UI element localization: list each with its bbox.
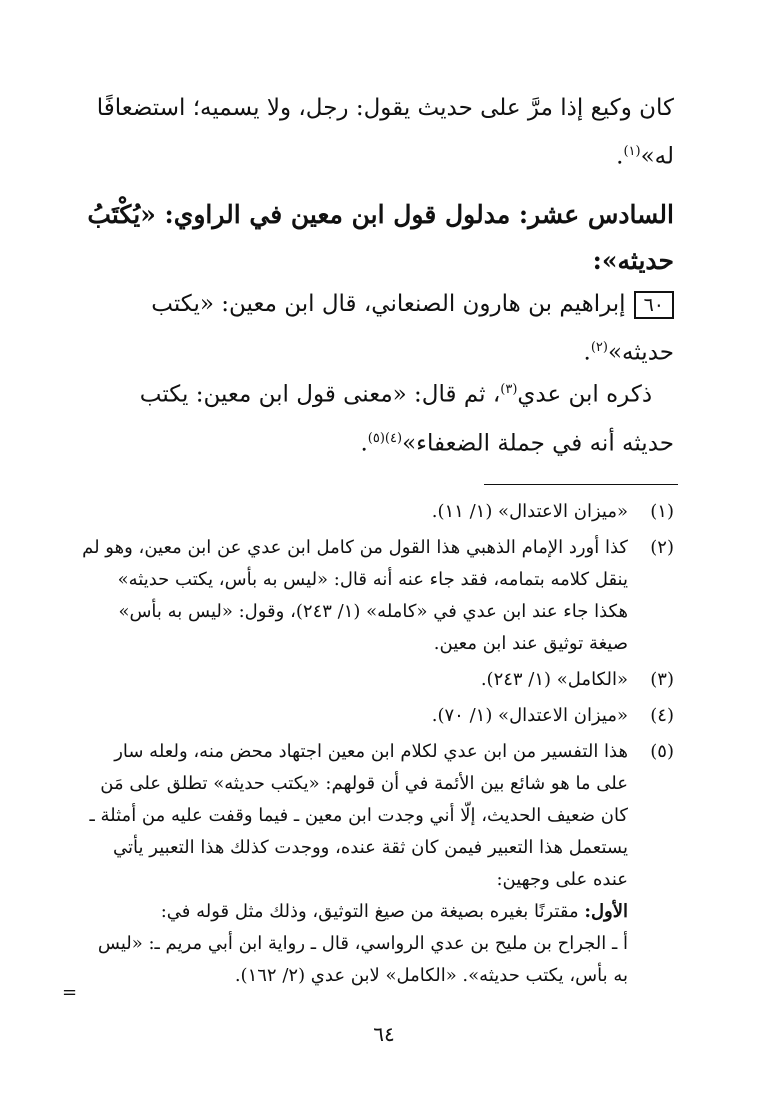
footnote-number: (٤) (650, 705, 674, 726)
commentary-paragraph: ذكره ابن عدي$^{(٣)}$، ثم قال: «معنى قول ابن معين: يكتب حديثه أنه في جملة الضعفاء»$^{(٤)(٥)}$. (139, 381, 674, 457)
footnote-divider (484, 484, 678, 485)
intro-text: كان وكيع إذا مرَّ على حديث يقول: رجل، ولا يسميه؛ استضعافًا له» (96, 95, 674, 170)
footnote-number: (٣) (650, 669, 674, 690)
footnote-text: «الكامل» (١/ ٢٤٣). (480, 669, 628, 690)
footnote-5-body: هذا التفسير من ابن عدي لكلام ابن معين اجتهاد محض منه، ولعله سار على ما هو شائع بين الأئمة في أن قولهم: «يكتب حديثه» تطلق على مَن كان ضعيف الحديث، إلّا أني وجدت ابن معين ـ فيما وقفت عليه من أمثلة ـ يستعمل هذا التعبير فيمن كان ثقة عنده، ووجدت كذلك هذا التعبير يأتي عنده على وجهين: (89, 741, 628, 890)
footnote-ref-1[interactable]: (١) (623, 144, 641, 159)
footnote-text: «ميزان الاعتدال» (١/ ١١). (431, 501, 628, 522)
commentary-text-b: ، ثم قال: «معنى قول ابن معين: يكتب حديثه أنه في جملة الضعفاء» (139, 381, 674, 457)
footnote-4 (82, 700, 674, 732)
page-number: ٦٤ (373, 1022, 395, 1046)
footnote-number: (٢) (650, 537, 674, 558)
footnote-number: (٥) (650, 741, 674, 762)
section-heading: السادس عشر: مدلول قول ابن معين في الراوي: «يُكْتَبُ حديثه»: (87, 200, 674, 275)
footnote-2 (82, 532, 674, 660)
footnote-1 (82, 496, 674, 528)
footnote-number: (١) (650, 501, 674, 522)
footnote-5-first-text: مقترنًا بغيره بصيغة من صيغ التوثيق، وذلك مثل قوله في: (160, 901, 585, 922)
commentary-text-a: ذكره ابن عدي (517, 381, 653, 408)
footnote-ref-3[interactable]: (٣) (500, 382, 518, 397)
footnote-5-example: أ ـ الجراح بن مليح بن عدي الرواسي، قال ـ رواية ابن أبي مريم ـ: «ليس به بأس، يكتب حديثه». «الكامل» لابن عدي (٢/ ١٦٢). (97, 933, 628, 986)
entry-text: إبراهيم بن هارون الصنعاني، قال ابن معين: «يكتب حديثه» (151, 291, 674, 366)
footnote-5 (82, 736, 674, 992)
footnote-3 (82, 664, 674, 696)
continuation-mark: = (62, 982, 78, 1003)
footnote-text: كذا أورد الإمام الذهبي هذا القول من كامل ابن عدي عن ابن معين، وهو لم ينقل كلامه بتمامه، فقد جاء عنه أنه قال: «ليس به بأس، يكتب حديثه» هكذا جاء عند ابن عدي في «كامله» (١/ ٢٤٣)، وقول: «ليس به بأس» صيغة توثيق عند ابن معين. (82, 537, 628, 654)
footnote-text: «ميزان الاعتدال» (١/ ٧٠). (431, 705, 628, 726)
entry-number-box: ٦٠ (634, 291, 674, 319)
footnote-ref-4-5[interactable]: (٤)(٥) (367, 430, 403, 446)
footnote-5-first-label: الأول: (584, 901, 628, 922)
entry-paragraph: ٦٠إبراهيم بن هارون الصنعاني، قال ابن معين: «يكتب حديثه»$^{(٢)}$. (151, 291, 674, 366)
intro-paragraph: كان وكيع إذا مرَّ على حديث يقول: رجل، ولا يسميه؛ استضعافًا له»$^{(١)}$. (96, 95, 674, 170)
footnote-ref-2[interactable]: (٢) (590, 340, 608, 355)
footnote-text (82, 736, 628, 992)
